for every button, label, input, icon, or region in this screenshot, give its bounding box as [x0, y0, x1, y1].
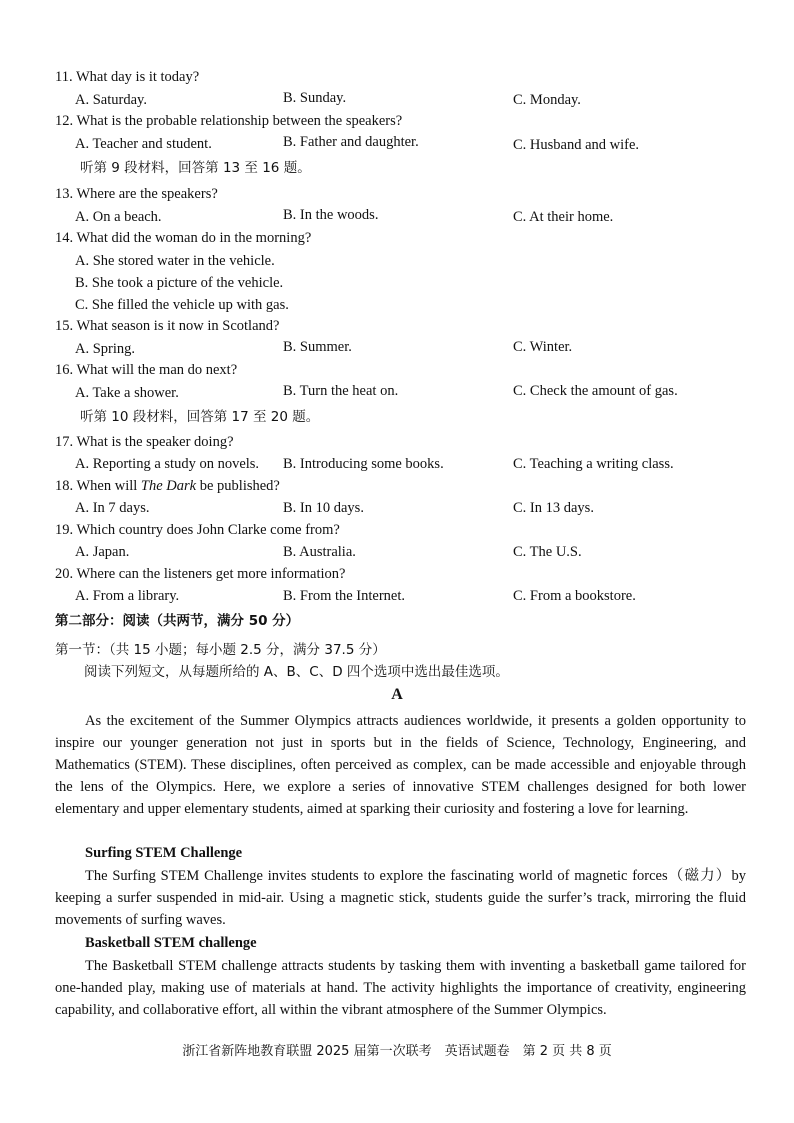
section1-title: 第一节：（共 15 小题；每小题 2.5 分，满分 37.5 分） [55, 642, 386, 658]
question-17-option-c: C. Teaching a writing class. [513, 456, 674, 472]
question-20-option-a: A. From a library. [75, 588, 180, 604]
question-20-option-b: B. From the Internet. [283, 588, 406, 604]
question-15-stem: 15. What season is it now in Scotland? [55, 318, 280, 334]
question-13-option-a: A. On a beach. [75, 209, 162, 225]
question-14-option-c: C. She filled the vehicle up with gas. [75, 297, 289, 313]
question-20-stem: 20. Where can the listeners get more information? [55, 566, 346, 582]
question-19-stem: 19. Which country does John Clarke come from? [55, 522, 340, 538]
book-title: The Dark [140, 478, 197, 494]
question-13-option-c: C. At their home. [513, 209, 614, 225]
page-footer: 浙江省新阵地教育联盟 2025 届第一次联考 英语试题卷 第 2 页 共 8 页 [182, 1044, 612, 1059]
surfing-body: The Surfing STEM Challenge invites students to explore the fascinating world of magnetic forces（磁力）by keeping a surfer suspended in mid-air. Using a magnetic stick, students guide the surfer’s track, mirroring the fluid movements of surfing waves. [55, 868, 746, 928]
basketball-heading: Basketball STEM challenge [85, 935, 257, 951]
question-14-option-a: A. She stored water in the vehicle. [75, 253, 275, 269]
listening-note-10: 听第 10 段材料，回答第 17 至 20 题。 [80, 409, 320, 425]
question-17-option-b: B. Introducing some books. [283, 456, 444, 472]
question-15-option-a: A. Spring. [75, 341, 136, 357]
question-18-stem-before: 18. When will [55, 478, 141, 494]
question-16-option-b: B. Turn the heat on. [283, 383, 399, 399]
question-18-stem [55, 476, 280, 496]
reading-instruction: 阅读下列短文，从每题所给的 A、B、C、D 四个选项中选出最佳选项。 [84, 664, 509, 680]
question-20-option-c: C. From a bookstore. [513, 588, 636, 604]
question-19-option-b: B. Australia. [283, 544, 356, 560]
question-12-option-c: C. Husband and wife. [513, 137, 640, 153]
passage-label: A [391, 686, 403, 703]
question-14-option-b: B. She took a picture of the vehicle. [75, 275, 284, 291]
question-15-option-c: C. Winter. [513, 339, 573, 355]
question-14-stem: 14. What did the woman do in the morning? [55, 230, 312, 246]
question-16-option-a: A. Take a shower. [75, 385, 179, 401]
question-11-stem: 11. What day is it today? [55, 69, 200, 85]
question-19-option-c: C. The U.S. [513, 544, 582, 560]
question-18-option-a: A. In 7 days. [75, 500, 150, 516]
basketball-body: The Basketball STEM challenge attracts students by tasking them with inventing a basketball game tailored for one-handed play, making use of materials at hand. The activity highlights the importance of creativity, engineering capability, and collaborative effort, all within the vibrant atmosphere of the Summer Olympics. [55, 958, 746, 1018]
question-17-option-a: A. Reporting a study on novels. [75, 456, 260, 472]
question-12-option-a: A. Teacher and student. [75, 136, 212, 152]
question-18-option-b: B. In 10 days. [283, 500, 364, 516]
part2-title: 第二部分：阅读（共两节，满分 50 分） [55, 613, 300, 629]
question-19-option-a: A. Japan. [75, 544, 130, 560]
question-13-stem: 13. Where are the speakers? [55, 186, 218, 202]
question-12-stem: 12. What is the probable relationship between the speakers? [55, 113, 403, 129]
question-11-option-c: C. Monday. [513, 92, 581, 108]
question-17-stem: 17. What is the speaker doing? [55, 434, 234, 450]
question-11-option-a: A. Saturday. [75, 92, 147, 108]
question-16-stem: 16. What will the man do next? [55, 362, 238, 378]
question-16-option-c: C. Check the amount of gas. [513, 383, 678, 399]
passage-intro: As the excitement of the Summer Olympics attracts audiences worldwide, it presents a golden opportunity to inspire our younger generation not just in sports but in the fields of Science, Technology, Engineering, and Mathematics (STEM). These disciplines, often perceived as complex, can be made accessible and enjoyable through the lens of the Olympics. Here, we explore a series of innovative STEM challenges designed for both lower elementary and upper elementary students, aimed at sparking their curiosity and fostering a love for learning. [55, 713, 746, 817]
question-18-stem-after: be published? [196, 478, 280, 494]
question-18-option-c: C. In 13 days. [513, 500, 594, 516]
question-12-option-b: B. Father and daughter. [283, 134, 419, 150]
question-11-option-b: B. Sunday. [283, 90, 347, 106]
listening-note-9: 听第 9 段材料，回答第 13 至 16 题。 [80, 160, 311, 176]
surfing-heading: Surfing STEM Challenge [85, 845, 243, 861]
question-13-option-b: B. In the woods. [283, 207, 379, 223]
question-15-option-b: B. Summer. [283, 339, 352, 355]
